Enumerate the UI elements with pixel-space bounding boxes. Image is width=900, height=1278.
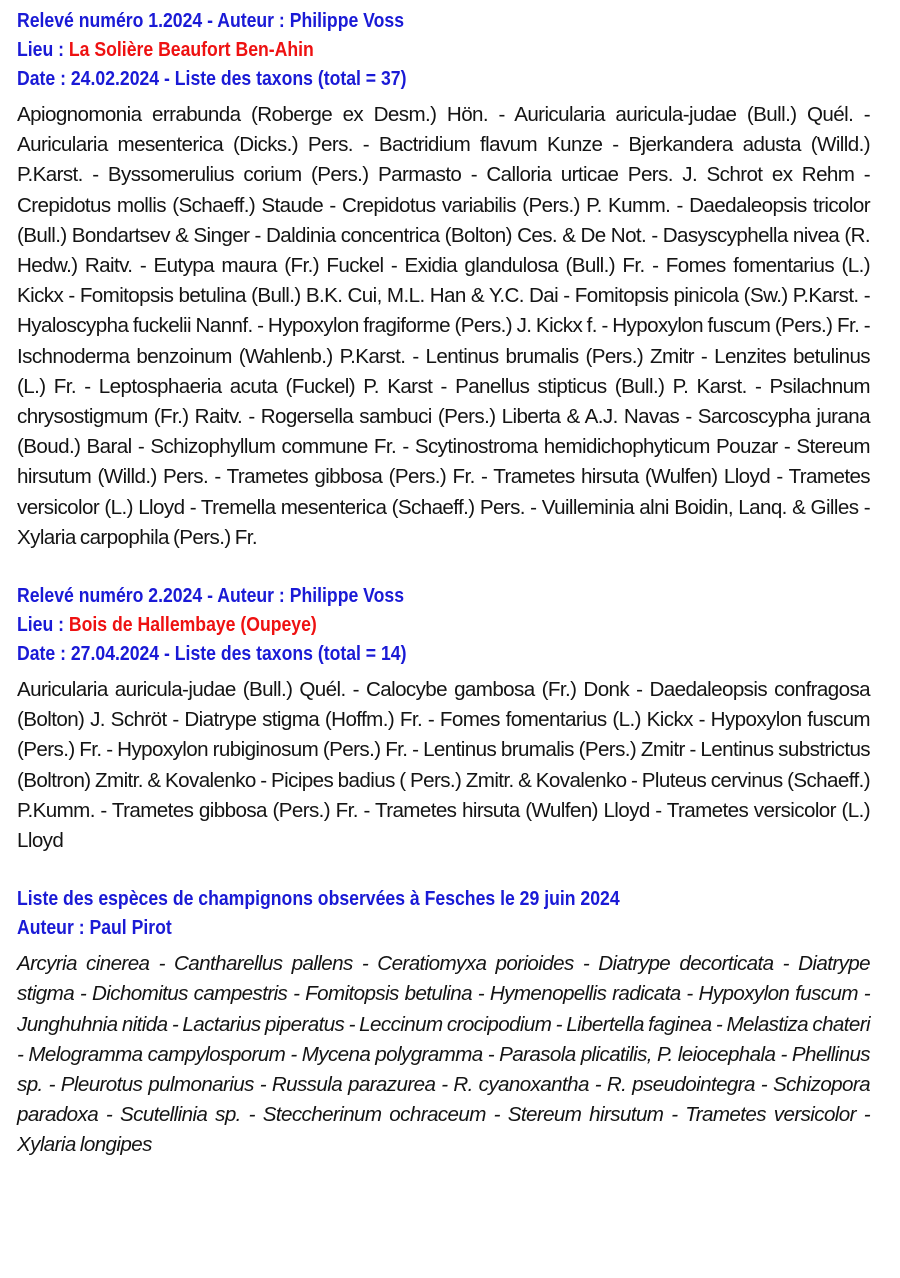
location-label: Lieu : — [17, 613, 69, 637]
location-value: Bois de Hallembaye (Oupeye) — [68, 613, 317, 637]
record-title: Relevé numéro 1.2024 - Auteur : Philippe Voss — [17, 9, 404, 32]
species-list-title: Liste des espèces de champignons observées à Fesches le 29 juin 2024 — [17, 887, 620, 911]
record-date: Date : 24.02.2024 - Liste des taxons (total = 37) — [17, 67, 407, 90]
record-location — [17, 610, 751, 639]
location-value: La Solière Beaufort Ben-Ahin — [68, 38, 314, 61]
record-location — [17, 35, 751, 64]
taxa-list: Auricularia auricula-judae (Bull.) Quél. - Calocybe gambosa (Fr.) Donk - Daedaleopsis confragosa (Bolton) J. Schröt - Diatrype stigma (Hoffm.) Fr. - Fomes fomentarius (L.) Kickx - Hypoxylon fuscum (Pers.) Fr. - Hypoxylon rubiginosum (Pers.) Fr. - Lentinus brumalis (Pers.) Zmitr - Lentinus substrictus (Boltron) Zmitr. & Kovalenko - Picipes badius ( Pers.) Zmitr. & Kovalenko - Pluteus cervinus (Schaeff.) P.Kumm. - Trametes gibbosa (Pers.) Fr. - Trametes hirsuta (Wulfen) Lloyd - Trametes versicolor (L.) Lloyd — [17, 678, 870, 853]
species-list-author: Auteur : Paul Pirot — [17, 916, 172, 940]
record-section-2 — [17, 581, 870, 856]
record-title: Relevé numéro 2.2024 - Auteur : Philippe Voss — [17, 584, 404, 608]
location-label: Lieu : — [17, 38, 69, 61]
record-date: Date : 27.04.2024 - Liste des taxons (total = 14) — [17, 642, 407, 666]
record-section-1 — [17, 6, 870, 553]
document-page — [17, 6, 870, 1161]
species-list: Arcyria cinerea - Cantharellus pallens - Ceratiomyxa porioides - Diatrype decorticata - Diatrype stigma - Dichomitus campestris - Fomitopsis betulina - Hymenopellis radicata - Hypoxylon fuscum - Junghuhnia nitida - Lactarius piperatus - Leccinum crocipodium - Libertella faginea - Melastiza chateri - Melogramma campylosporum - Mycena polygramma - Parasola plicatilis, P. leiocephala - Phellinus sp. - Pleurotus pulmonarius - Russula parazurea - R. cyanoxantha - R. pseudointegra - Schizopora paradoxa - Scutellinia sp. - Steccherinum ochraceum - Stereum hirsutum - Trametes versicolor - Xylaria longipes — [17, 952, 870, 1157]
taxa-list: Apiognomonia errabunda (Roberge ex Desm.) Hön. - Auricularia auricula-judae (Bull.) Quél. - Auricularia mesenterica (Dicks.) Pers. - Bactridium flavum Kunze - Bjerkandera adusta (Willd.) P.Karst. - Byssomerulius corium (Pers.) Parmasto - Calloria urticae Pers. J. Schrot ex Rehm - Crepidotus mollis (Schaeff.) Staude - Crepidotus variabilis (Pers.) P. Kumm. - Daedaleopsis tricolor (Bull.) Bondartsev & Singer - Daldinia concentrica (Bolton) Ces. & De Not. - Dasyscyphella nivea (R. Hedw.) Raitv. - Eutypa maura (Fr.) Fuckel - Exidia glandulosa (Bull.) Fr. - Fomes fomentarius (L.) Kickx - Fomitopsis betulina (Bull.) B.K. Cui, M.L. Han & Y.C. Dai - Fomitopsis pinicola (Sw.) P.Karst. - Hyaloscypha fuckelii Nannf. - Hypoxylon fragiforme (Pers.) J. Kickx f. - Hypoxylon fuscum (Pers.) Fr. - Ischnoderma benzoinum (Wahlenb.) P.Karst. - Lentinus brumalis (Pers.) Zmitr - Lenzites betulinus (L.) Fr. - Leptosphaeria acuta (Fuckel) P. Karst - Panellus stipticus (Bull.) P. Karst. - Psilachnum chrysostigmum (Fr.) Raitv. - Rogersella sambuci (Pers.) Liberta & A.J. Navas - Sarcoscypha jurana (Boud.) Baral - Schizophyllum commune Fr. - Scytinostroma hemidichophyticum Pouzar - Stereum hirsutum (Willd.) Pers. - Trametes gibbosa (Pers.) Fr. - Trametes hirsuta (Wulfen) Lloyd - Trametes versicolor (L.) Lloyd - Tremella mesenterica (Schaeff.) Pers. - Vuilleminia alni Boidin, Lanq. & Gilles - Xylaria carpophila (Pers.) Fr. — [17, 103, 870, 549]
record-section-3 — [17, 884, 870, 1160]
